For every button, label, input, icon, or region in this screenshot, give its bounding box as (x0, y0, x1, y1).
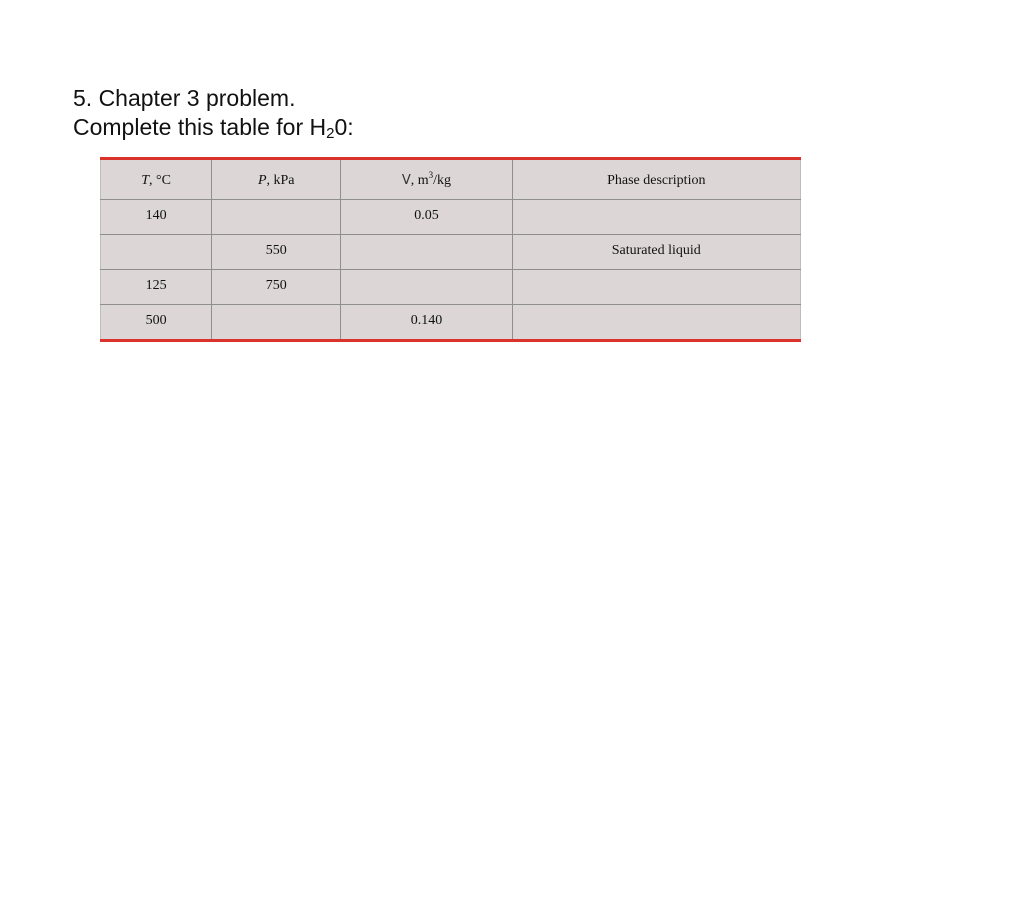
volume-unit-exponent: 3 (428, 170, 434, 180)
cell-pressure: 750 (212, 269, 341, 304)
cell-phase (512, 269, 800, 304)
volume-unit: , m (410, 173, 429, 188)
cell-temperature: 140 (101, 199, 212, 234)
property-table (100, 157, 801, 342)
table-row (101, 234, 801, 269)
cell-phase (512, 199, 800, 234)
cell-specific-volume (341, 234, 512, 269)
volume-symbol: V (401, 173, 411, 188)
cell-temperature: 500 (101, 304, 212, 339)
temperature-symbol: T (141, 173, 149, 188)
cell-phase (512, 304, 800, 339)
table-row (101, 304, 801, 339)
header-specific-volume (341, 160, 512, 199)
cell-specific-volume: 0.05 (341, 199, 512, 234)
instruction-suffix: 0: (334, 114, 354, 140)
h2o-table (100, 160, 801, 339)
header-pressure (212, 160, 341, 199)
cell-pressure (212, 199, 341, 234)
cell-phase: Saturated liquid (512, 234, 800, 269)
temperature-unit: , °C (149, 173, 171, 188)
header-temperature (101, 160, 212, 199)
table-row (101, 199, 801, 234)
problem-heading (73, 84, 354, 142)
instruction-text: Complete this table for H (73, 114, 327, 140)
cell-pressure: 550 (212, 234, 341, 269)
problem-title: 5. Chapter 3 problem. (73, 85, 296, 111)
cell-specific-volume: 0.140 (341, 304, 512, 339)
pressure-unit: , kPa (266, 173, 295, 188)
table-bottom-rule (100, 339, 801, 342)
cell-temperature: 125 (101, 269, 212, 304)
table-row (101, 269, 801, 304)
cell-pressure (212, 304, 341, 339)
problem-instruction (73, 113, 354, 142)
header-phase: Phase description (512, 160, 800, 199)
cell-specific-volume (341, 269, 512, 304)
instruction-subscript: 2 (326, 125, 335, 142)
volume-unit-suffix: /kg (433, 173, 452, 188)
table-header-row (101, 160, 801, 199)
cell-temperature (101, 234, 212, 269)
pressure-symbol: P (257, 173, 267, 188)
